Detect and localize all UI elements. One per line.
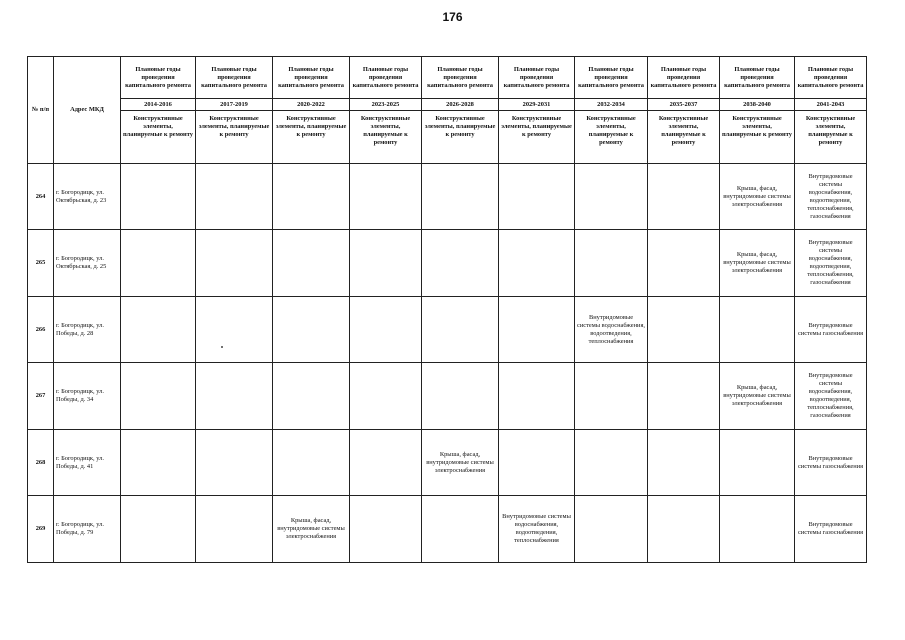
repair-elements-cell [575, 496, 648, 563]
repair-elements-cell [273, 363, 350, 430]
row-number: 265 [28, 230, 54, 297]
period-title-header: Плановые годы проведения капитального ремонта [795, 57, 867, 99]
repair-elements-cell [648, 163, 720, 230]
repair-elements-cell [422, 296, 499, 363]
repair-elements-cell [575, 163, 648, 230]
row-number: 266 [28, 296, 54, 363]
repair-elements-cell: Внутридомовые системы водоснабжения, водоотведения, теплоснабжения, газоснабжения [795, 363, 867, 430]
period-title-header: Плановые годы проведения капитального ремонта [121, 57, 196, 99]
period-years-header: 2029-2031 [499, 99, 575, 111]
repair-elements-cell [196, 496, 273, 563]
period-title-header: Плановые годы проведения капитального ремонта [720, 57, 795, 99]
repair-elements-cell [121, 496, 196, 563]
row-address: г. Богородицк, ул. Октябрьская, д. 23 [54, 163, 121, 230]
repair-elements-cell [720, 296, 795, 363]
repair-elements-cell [575, 230, 648, 297]
num-header: № п/п [28, 57, 54, 164]
row-address: г. Богородицк, ул. Победы, д. 28 [54, 296, 121, 363]
repair-elements-cell: Крыша, фасад, внутридомовые системы электроснабжения [422, 429, 499, 496]
repair-elements-cell [350, 363, 422, 430]
period-title-header: Плановые годы проведения капитального ремонта [422, 57, 499, 99]
row-address: г. Богородицк, ул. Победы, д. 41 [54, 429, 121, 496]
page-number: 176 [442, 10, 463, 24]
repair-elements-cell: Внутридомовые системы газоснабжения [795, 429, 867, 496]
period-years-header: 2017-2019 [196, 99, 273, 111]
row-number: 267 [28, 363, 54, 430]
repair-elements-cell [720, 496, 795, 563]
period-years-header: 2035-2037 [648, 99, 720, 111]
period-years-header: 2041-2043 [795, 99, 867, 111]
repair-elements-cell [196, 230, 273, 297]
elements-subheader: Конструктивные элементы, планируемые к ремонту [720, 111, 795, 163]
period-title-header: Плановые годы проведения капитального ремонта [648, 57, 720, 99]
repair-elements-cell [499, 429, 575, 496]
repair-elements-cell [350, 230, 422, 297]
elements-subheader: Конструктивные элементы, планируемые к ремонту [273, 111, 350, 163]
repair-elements-cell [648, 429, 720, 496]
elements-subheader: Конструктивные элементы, планируемые к ремонту [422, 111, 499, 163]
period-title-header: Плановые годы проведения капитального ремонта [196, 57, 273, 99]
repair-elements-cell [121, 163, 196, 230]
repair-elements-cell [575, 429, 648, 496]
elements-subheader: Конструктивные элементы, планируемые к ремонту [350, 111, 422, 163]
repair-elements-cell [648, 230, 720, 297]
row-number: 268 [28, 429, 54, 496]
repair-elements-cell [575, 363, 648, 430]
repair-elements-cell [121, 230, 196, 297]
repair-elements-cell: Внутридомовые системы водоснабжения, водоотведения, теплоснабжения [575, 296, 648, 363]
repair-elements-cell [499, 296, 575, 363]
period-years-header: 2032-2034 [575, 99, 648, 111]
repair-elements-cell [648, 496, 720, 563]
period-years-header: 2014-2016 [121, 99, 196, 111]
repair-elements-cell [273, 163, 350, 230]
repair-elements-cell [196, 296, 273, 363]
repair-elements-cell: Внутридомовые системы газоснабжения [795, 496, 867, 563]
header-row-titles [28, 57, 867, 99]
elements-subheader: Конструктивные элементы, планируемые к ремонту [575, 111, 648, 163]
period-years-header: 2038-2040 [720, 99, 795, 111]
table-row [28, 496, 867, 563]
repair-elements-cell [273, 429, 350, 496]
repair-elements-cell [196, 363, 273, 430]
repair-elements-cell: Внутридомовые системы водоснабжения, водоотведения, теплоснабжения, газоснабжения [795, 230, 867, 297]
repair-elements-cell [499, 230, 575, 297]
period-years-header: 2020-2022 [273, 99, 350, 111]
repair-elements-cell [422, 363, 499, 430]
table-row [28, 296, 867, 363]
repair-elements-cell: Крыша, фасад, внутридомовые системы электроснабжения [720, 363, 795, 430]
repair-elements-cell [648, 363, 720, 430]
repair-elements-cell: Крыша, фасад, внутридомовые системы электроснабжения [273, 496, 350, 563]
repair-elements-cell [350, 429, 422, 496]
repair-elements-cell [350, 296, 422, 363]
elements-subheader: Конструктивные элементы, планируемые к ремонту [648, 111, 720, 163]
repair-elements-cell [350, 163, 422, 230]
repair-elements-cell: Внутридомовые системы газоснабжения [795, 296, 867, 363]
repair-elements-cell [720, 429, 795, 496]
repair-elements-cell [121, 429, 196, 496]
repair-elements-cell: Внутридомовые системы водоснабжения, водоотведения, теплоснабжения [499, 496, 575, 563]
repair-elements-cell [422, 496, 499, 563]
header-row-elements [28, 111, 867, 163]
repair-elements-cell [196, 429, 273, 496]
period-title-header: Плановые годы проведения капитального ремонта [273, 57, 350, 99]
repair-elements-cell [273, 296, 350, 363]
table-row [28, 429, 867, 496]
repair-elements-cell: Крыша, фасад, внутридомовые системы электроснабжения [720, 163, 795, 230]
row-address: г. Богородицк, ул. Победы, д. 34 [54, 363, 121, 430]
period-title-header: Плановые годы проведения капитального ремонта [350, 57, 422, 99]
capital-repair-table [27, 56, 867, 563]
repair-elements-cell [121, 296, 196, 363]
elements-subheader: Конструктивные элементы, планируемые к ремонту [196, 111, 273, 163]
repair-elements-cell [499, 363, 575, 430]
row-address: г. Богородицк, ул. Победы, д. 79 [54, 496, 121, 563]
header-row-years [28, 99, 867, 111]
period-title-header: Плановые годы проведения капитального ремонта [499, 57, 575, 99]
address-header: Адрес МКД [54, 57, 121, 164]
repair-elements-cell [422, 230, 499, 297]
repair-elements-cell [422, 163, 499, 230]
period-years-header: 2026-2028 [422, 99, 499, 111]
scan-speck [221, 346, 223, 348]
period-years-header: 2023-2025 [350, 99, 422, 111]
repair-elements-cell: Крыша, фасад, внутридомовые системы электроснабжения [720, 230, 795, 297]
repair-elements-cell: Внутридомовые системы водоснабжения, водоотведения, теплоснабжения, газоснабжения [795, 163, 867, 230]
table-row [28, 163, 867, 230]
repair-elements-cell [196, 163, 273, 230]
period-title-header: Плановые годы проведения капитального ремонта [575, 57, 648, 99]
repair-elements-cell [121, 363, 196, 430]
row-number: 269 [28, 496, 54, 563]
repair-elements-cell [350, 496, 422, 563]
repair-elements-cell [273, 230, 350, 297]
row-address: г. Богородицк, ул. Октябрьская, д. 25 [54, 230, 121, 297]
repair-elements-cell [499, 163, 575, 230]
elements-subheader: Конструктивные элементы, планируемые к ремонту [499, 111, 575, 163]
elements-subheader: Конструктивные элементы, планируемые к ремонту [795, 111, 867, 163]
table-row [28, 230, 867, 297]
elements-subheader: Конструктивные элементы, планируемые к ремонту [121, 111, 196, 163]
row-number: 264 [28, 163, 54, 230]
repair-elements-cell [648, 296, 720, 363]
table-row [28, 363, 867, 430]
